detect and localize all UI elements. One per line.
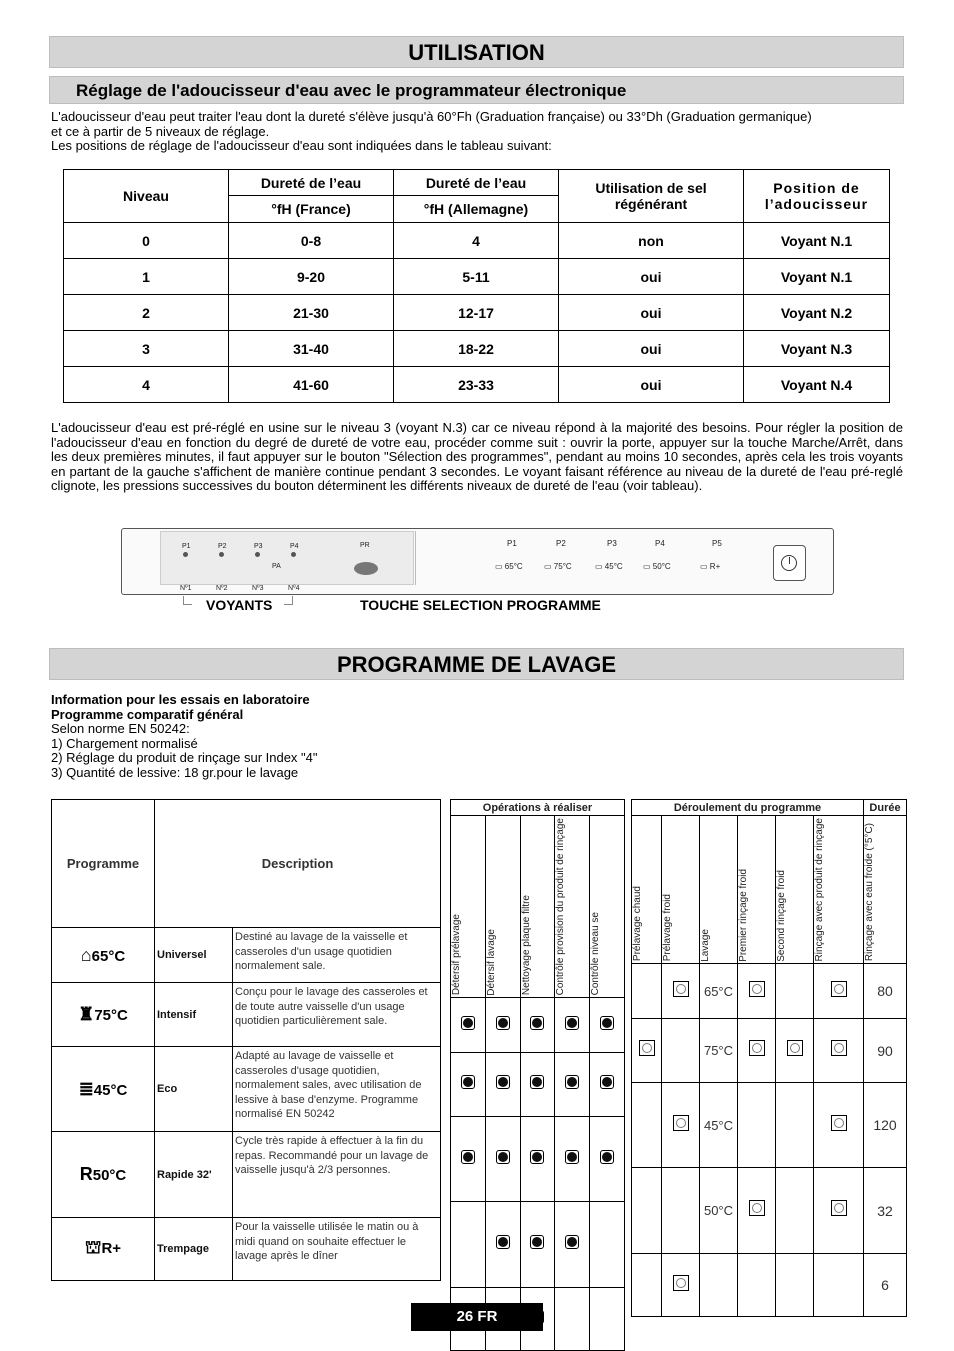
filled-box-icon [565,1075,579,1089]
filled-box-icon [530,1075,544,1089]
th-description: Description [155,800,441,928]
th-durete-de: Dureté de l’eau [394,170,559,196]
lab-info [51,693,903,781]
operation-cell [520,1117,555,1202]
control-panel [121,528,834,595]
touche-selection-label: TOUCHE SELECTION PROGRAMME [360,597,601,613]
voyant-number: Nº1 [180,585,192,592]
column-header [555,816,590,998]
table-row [64,295,890,331]
step-cell [814,964,864,1019]
step-cell [662,1168,700,1254]
intro-line-2: et ce à partir de 5 niveaux de réglage. [51,123,270,139]
voyant-number: Nº4 [288,585,300,592]
column-header [662,816,700,964]
deroulement-row [632,964,907,1019]
program-label: P3 [607,539,617,548]
operation-cell [451,998,486,1053]
operations-row [451,1117,625,1202]
program-icon: R [79,1164,93,1184]
filled-box-icon [530,1235,544,1249]
lab-info-line: 2) Réglage du produit de rinçage sur Index "4" [51,750,318,766]
step-cell [632,1083,662,1168]
empty-box-icon [673,1275,689,1291]
program-label: P2 [556,539,566,548]
cell-position: Voyant N.2 [744,295,890,331]
column-header [776,816,814,964]
program-symbol-cell [52,1132,155,1218]
th-durete-fr: Dureté de l’eau [229,170,394,196]
voyants-label: VOYANTS [206,597,273,613]
operations-row [451,1053,625,1117]
step-cell [662,964,700,1019]
step-cell [814,1254,864,1317]
filled-box-icon [496,1150,510,1164]
section-title-programme: PROGRAMME DE LAVAGE [49,648,904,680]
operation-cell [590,1053,625,1117]
step-cell [738,1254,776,1317]
lavage-temp: 65°C [700,964,738,1019]
lab-info-title: Information pour les essais en laboratoire [51,692,310,707]
deroulement-row [632,1019,907,1083]
th-operations: Opérations à réaliser [451,800,625,816]
program-symbol [544,562,572,571]
operation-cell [555,1117,590,1202]
program-symbol [700,562,720,571]
program-temp: 65°C [504,562,523,571]
led-indicator [183,552,188,557]
deroulement-row [632,1083,907,1168]
program-icon: ▭ [495,562,503,571]
operation-cell [451,1053,486,1117]
operation-cell [451,1202,486,1288]
cell-position: Voyant N.1 [744,223,890,259]
cell-dh: 23-33 [394,367,559,403]
program-label: P5 [712,539,722,548]
program-temp: R+ [101,1240,122,1257]
step-cell [662,1019,700,1083]
power-button[interactable] [773,545,806,581]
program-temp: 75°C [94,1007,128,1024]
program-label: P1 [507,539,517,548]
program-name: Intensif [155,983,233,1047]
operation-cell [590,998,625,1053]
cell-sel: oui [559,367,744,403]
program-icon: ▭ [544,562,552,571]
filled-box-icon [461,1016,475,1030]
column-header [520,816,555,998]
column-header-text: Prélavage froid [662,894,673,962]
cell-position: Voyant N.4 [744,367,890,403]
column-header-text: Nettoyage plaque filtre [520,895,532,996]
program-description: Adapté au lavage de vaisselle et casseroles d'usage quotidien, normalement sales, avec utilisation de lessive à base d'enzyme. Programme normalisé EN 50242 [233,1047,441,1132]
led-label: P2 [218,543,227,550]
deroulement-row [632,1254,907,1317]
pa-label: PA [272,563,281,570]
step-cell [738,1168,776,1254]
program-row [52,928,441,983]
column-header [864,816,907,964]
program-name: Rapide 32' [155,1132,233,1218]
filled-box-icon [600,1016,614,1030]
operation-cell [485,998,520,1053]
program-row [52,983,441,1047]
filled-box-icon [565,1235,579,1249]
lab-info-line: 1) Chargement normalisé [51,735,198,751]
led-indicator [219,552,224,557]
filled-box-icon [461,1150,475,1164]
lavage-temp [700,1254,738,1317]
column-header-text: Détersif prélavage [451,914,462,996]
led-label: P3 [254,543,263,550]
program-symbol [643,562,671,571]
filled-box-icon [530,1016,544,1030]
step-cell [776,1168,814,1254]
column-header-text: Prélavage chaud [632,886,643,962]
step-cell [814,1019,864,1083]
intro-line-3: Les positions de réglage de l'adoucisseur d'eau sont indiquées dans le tableau suivant: [51,138,552,154]
th-unit-fr: °fH (France) [229,196,394,223]
step-cell [632,1168,662,1254]
operation-cell [590,1117,625,1202]
filled-box-icon [496,1016,510,1030]
step-cell [632,964,662,1019]
empty-box-icon [831,1200,847,1216]
operation-cell [555,1202,590,1288]
step-cell [776,1254,814,1317]
cell-position: Voyant N.1 [744,259,890,295]
led-indicator [255,552,260,557]
cell-sel: oui [559,331,744,367]
program-row [52,1218,441,1281]
operations-table [450,799,625,1351]
step-cell [776,964,814,1019]
filled-box-icon [600,1150,614,1164]
column-header-text: Rinçage avec eau froide (°5°C) [864,823,875,962]
program-description: Cycle très rapide à effectuer à la fin du repas. Recommandé pour un lavage de vaisselle jusqu'à 2/3 personnes. [233,1132,441,1218]
operation-cell [485,1053,520,1117]
voyant-number: Nº2 [216,585,228,592]
step-cell [632,1019,662,1083]
th-programme: Programme [52,800,155,928]
led-label: P4 [290,543,299,550]
table-row [64,223,890,259]
cell-sel: oui [559,259,744,295]
program-symbol-cell [52,928,155,983]
lab-info-line: Selon norme EN 50242: [51,721,190,737]
empty-box-icon [749,1200,765,1216]
th-sel: Utilisation de sel régénérant [559,170,744,223]
step-cell [776,1019,814,1083]
operation-cell [520,1202,555,1288]
th-duree: Durée [864,800,907,816]
column-header-text: Lavage [700,928,711,962]
table-row [64,331,890,367]
pr-label: PR [360,542,370,549]
column-header-text: Contrôle provision du produit de rinçage [555,818,567,996]
deroulement-row [632,1168,907,1254]
led-indicator [291,552,296,557]
operation-cell [520,998,555,1053]
column-header [738,816,776,964]
program-name: Universel [155,928,233,983]
empty-box-icon [787,1040,803,1056]
column-header [700,816,738,964]
step-cell [738,1083,776,1168]
filled-box-icon [530,1150,544,1164]
cell-fh: 9-20 [229,259,394,295]
cell-fh: 0-8 [229,223,394,259]
led-label: P1 [182,543,191,550]
program-description: Pour la vaisselle utilisée le matin ou à midi quand on souhaite effectuer le lavage après le dîner [233,1218,441,1281]
program-row [52,1132,441,1218]
cell-dh: 5-11 [394,259,559,295]
program-icon: ♜ [78,1004,95,1024]
column-header-text: Rinçage avec produit de rinçage [814,818,825,962]
step-cell [738,964,776,1019]
selection-button[interactable] [354,562,378,575]
cell-dh: 4 [394,223,559,259]
program-temp: R+ [709,562,721,571]
program-icon: ▭ [700,562,708,571]
program-temp: 45°C [604,562,623,571]
cell-dh: 18-22 [394,331,559,367]
operation-cell [485,1117,520,1202]
cell-niveau: 0 [64,223,229,259]
filled-box-icon [461,1075,475,1089]
deroulement-table [631,799,907,1317]
lab-info-subtitle: Programme comparatif général [51,706,244,722]
cell-position: Voyant N.3 [744,331,890,367]
duration: 90 [864,1019,907,1083]
program-icon: ⌂ [80,944,92,965]
cell-niveau: 1 [64,259,229,295]
section-subtitle: Réglage de l'adoucisseur d'eau avec le programmateur électronique [49,76,904,104]
program-temp: 65°C [91,947,126,965]
cell-niveau: 3 [64,331,229,367]
step-cell [814,1168,864,1254]
filled-box-icon [565,1150,579,1164]
program-symbol-cell [52,983,155,1047]
filled-box-icon [496,1075,510,1089]
lab-info-line: 3) Quantité de lessive: 18 gr.pour le lavage [51,764,299,780]
intro-line-1: L'adoucisseur d'eau peut traiter l'eau dont la dureté s'élève jusqu'à 60°Fh (Graduation française) ou 33°Dh (Graduation germanique) [51,109,812,124]
column-header-text: Contrôle niveau se [590,911,602,996]
column-header-text: Détersif lavage [485,928,497,996]
empty-box-icon [831,1040,847,1056]
program-icon: ▭ [643,562,651,571]
column-header [590,816,625,998]
program-label: P4 [655,539,665,548]
cell-sel: non [559,223,744,259]
cell-fh: 21-30 [229,295,394,331]
led-zone [160,531,414,585]
program-temp: 50°C [92,1167,127,1184]
program-icon: ⛫ [84,1237,102,1257]
empty-box-icon [749,981,765,997]
operation-cell [555,1053,590,1117]
operation-cell [451,1117,486,1202]
program-name: Trempage [155,1218,233,1281]
cell-fh: 31-40 [229,331,394,367]
filled-box-icon [600,1075,614,1089]
operations-row [451,998,625,1053]
empty-box-icon [831,981,847,997]
cell-niveau: 2 [64,295,229,331]
filled-box-icon [496,1235,510,1249]
operation-cell [555,998,590,1053]
cell-sel: oui [559,295,744,331]
lavage-temp: 75°C [700,1019,738,1083]
program-icon: ▭ [595,562,603,571]
empty-box-icon [749,1040,765,1056]
program-row [52,1047,441,1132]
operation-cell [590,1202,625,1288]
operations-row [451,1202,625,1288]
th-deroulement: Déroulement du programme [632,800,864,816]
procedure-text: L'adoucisseur d'eau est pré-réglé en usine sur le niveau 3 (voyant N.3) car ce niveau répond à la majorité des besoins. Pour régler la position de l'adoucisseur d'eau en fonction du degré de dureté de votre eau, procéder comme suit : ouvrir la porte, appuyer sur la touche Marche/Arrêt, dans les deux premières minutes, il faut appuyer sur le bouton "Sélection des programmes", pendant au moins 10 secondes, après cela les trois voyants en partant de la gauche s'affichent de manière continue pendant 3 secondes. Le voyant faisant référence au niveau de la dureté de l'eau pré-reglé clignote, les pressions successives du bouton déterminent les différents niveaux de dureté de l'eau (voir tableau). [51,420,903,494]
th-position: Position de l’adoucisseur [744,170,890,223]
step-cell [632,1254,662,1317]
program-symbol-cell [52,1047,155,1132]
filled-box-icon [565,1016,579,1030]
operation-cell [520,1053,555,1117]
empty-box-icon [831,1115,847,1131]
duration: 120 [864,1083,907,1168]
column-header [814,816,864,964]
lavage-temp: 45°C [700,1083,738,1168]
step-cell [662,1254,700,1317]
program-symbol [595,562,623,571]
operation-cell [485,1202,520,1288]
step-cell [662,1083,700,1168]
th-unit-de: °fH (Allemagne) [394,196,559,223]
intro-text [51,110,903,154]
program-temp: 45°C [93,1081,128,1099]
table-row [64,259,890,295]
voyant-number: Nº3 [252,585,264,592]
program-temp: 75°C [553,562,572,571]
duration: 80 [864,964,907,1019]
cell-niveau: 4 [64,367,229,403]
duration: 6 [864,1254,907,1317]
th-niveau: Niveau [64,170,229,223]
table-row [64,367,890,403]
program-description: Conçu pour le lavage des casseroles et de toute autre vaisselle d'un usage quotidien particulièrement sale. [233,983,441,1047]
step-cell [738,1019,776,1083]
cell-fh: 41-60 [229,367,394,403]
lavage-temp: 50°C [700,1168,738,1254]
column-header [451,816,486,998]
hardness-table [63,169,890,403]
page-number: 26 FR [411,1303,543,1331]
column-header-text: Second rinçage froid [776,869,787,962]
section-title-utilisation: UTILISATION [49,36,904,68]
duration: 32 [864,1168,907,1254]
step-cell [776,1083,814,1168]
operation-cell [555,1288,590,1351]
step-cell [814,1083,864,1168]
column-header [632,816,662,964]
program-temp: 50°C [652,562,671,571]
empty-box-icon [673,981,689,997]
program-icon: ≣ [78,1078,94,1099]
program-name: Eco [155,1047,233,1132]
program-symbol [495,562,523,571]
cell-dh: 12-17 [394,295,559,331]
empty-box-icon [639,1040,655,1056]
operation-cell [590,1288,625,1351]
column-header-text: Premier rinçage froid [738,868,749,962]
program-symbol-cell [52,1218,155,1281]
program-description: Destiné au lavage de la vaisselle et casseroles d'un usage quotidien normalement sale. [233,928,441,983]
empty-box-icon [673,1115,689,1131]
column-header [485,816,520,998]
program-description-table [51,799,441,1281]
